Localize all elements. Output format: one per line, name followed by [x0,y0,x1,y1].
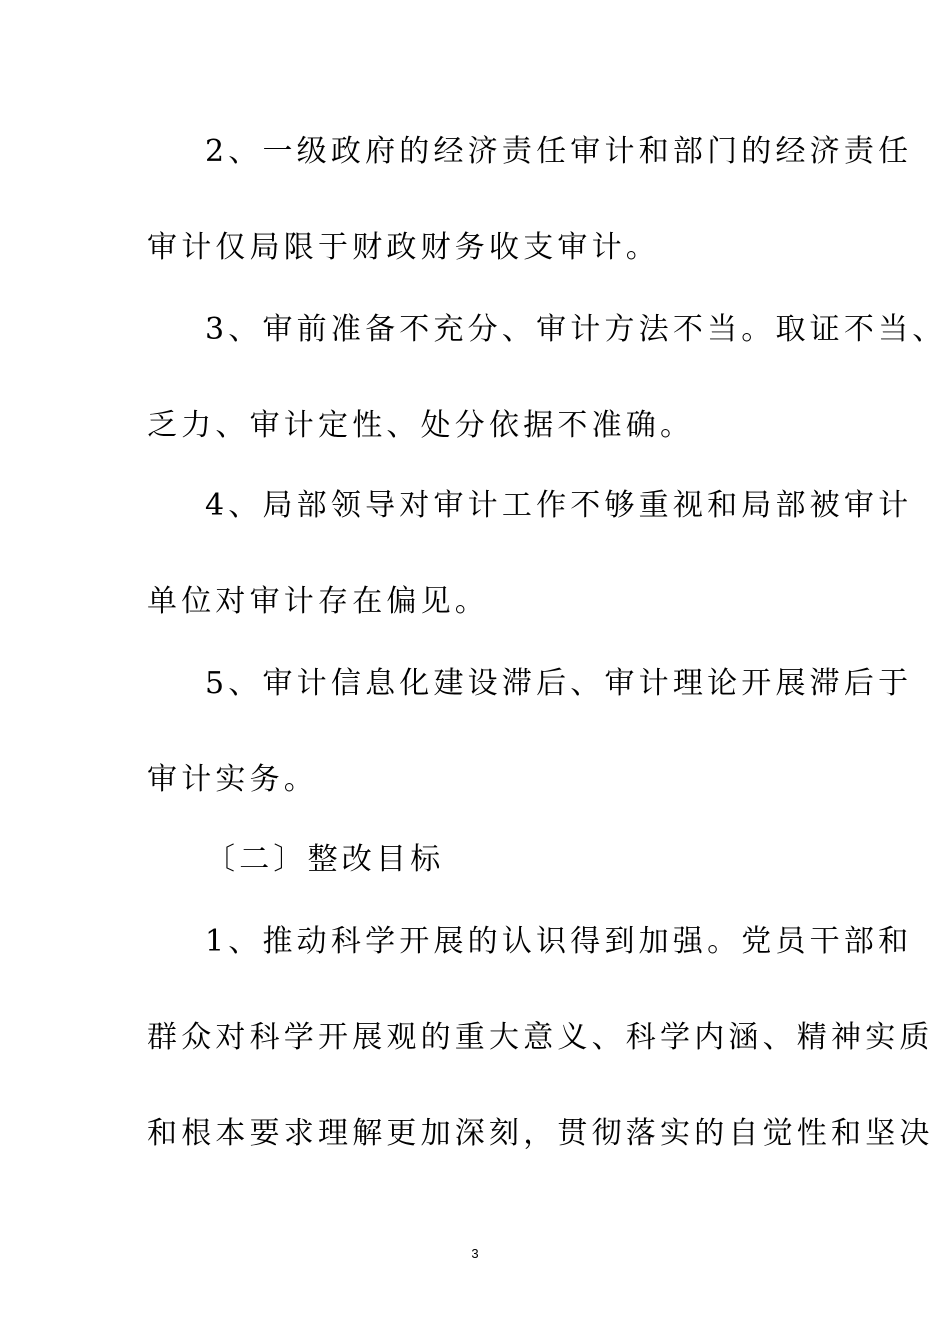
paragraph-goal-1-line-1: 1、推动科学开展的认识得到加强。党员干部和 [205,924,913,959]
paragraph-item-5-line-2: 审计实务。 [147,762,318,797]
page-number: 3 [471,1246,479,1261]
paragraph-item-2-line-1: 2、一级政府的经济责任审计和部门的经济责任 [205,134,913,169]
paragraph-item-5-line-1: 5、审计信息化建设滞后、审计理论开展滞后于 [205,666,913,701]
paragraph-item-3-line-2: 乏力、审计定性、处分依据不准确。 [147,408,695,443]
paragraph-item-2-line-2: 审计仅局限于财政财务收支审计。 [147,230,660,265]
paragraph-goal-1-line-2: 群众对科学开展观的重大意义、科学内涵、精神实质 [147,1020,934,1055]
paragraph-item-4-line-2: 单位对审计存在偏见。 [147,584,489,619]
section-heading-rectification-goals: 〔二〕整改目标 [205,842,445,877]
paragraph-item-3-line-1: 3、审前准备不充分、审计方法不当。取证不当、 [205,312,947,347]
paragraph-goal-1-line-3: 和根本要求理解更加深刻，贯彻落实的自觉性和坚决 [147,1116,934,1151]
paragraph-item-4-line-1: 4、局部领导对审计工作不够重视和局部被审计 [205,488,913,523]
